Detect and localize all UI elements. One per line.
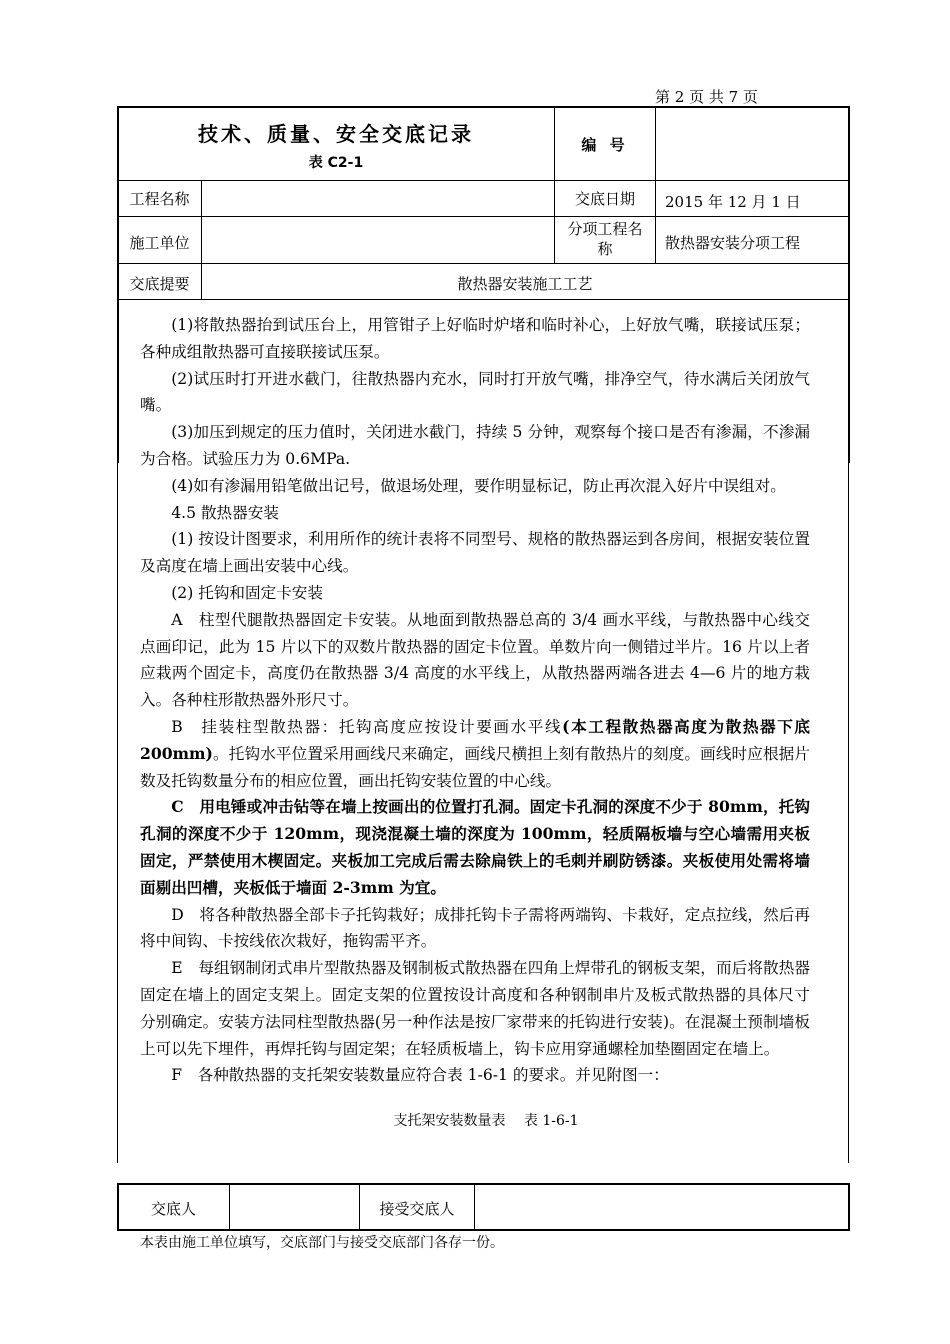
table-left-border <box>117 463 118 1163</box>
signature-top-border <box>117 1183 850 1185</box>
paragraph: (1) 按设计图要求，利用所作的统计表将不同型号、规格的散热器运到各房间，根据安装位置及高度在墙上画出安装中心线。 <box>140 530 810 576</box>
paragraph: (4)如有渗漏用铅笔做出记号，做退场处理，要作明显标记，防止再次混入好片中误组对。 <box>171 476 786 495</box>
table-right-border <box>848 106 850 463</box>
form-number: 表 C2-1 <box>308 155 364 171</box>
project-name-label: 工程名称 <box>129 190 190 208</box>
paragraph: (3)加压到规定的压力值时，关闭进水截门，持续 5 分钟，观察每个接口是否有渗漏，不渗漏为合格。试验压力为 0.6MPa. <box>140 423 810 468</box>
date-value[interactable]: 2015 年 12 月 1 日 <box>665 193 801 211</box>
signature-right-border <box>848 1183 850 1230</box>
row-divider <box>117 216 850 217</box>
section-heading: 4.5 散热器安装 <box>171 503 279 522</box>
date-label: 交底日期 <box>574 190 635 208</box>
summary-value[interactable]: 散热器安装施工工艺 <box>457 275 593 293</box>
col-divider <box>474 1183 475 1230</box>
number-label: 编 号 <box>581 136 629 154</box>
contractor-label: 施工单位 <box>129 234 190 252</box>
row-divider <box>117 180 850 181</box>
form-title: 技术、质量、安全交底记录 <box>198 122 474 146</box>
paragraph: E 每组钢制闭式串片型散热器及钢制板式散热器在四角上焊带孔的钢板支架，而后将散热器固定在墙上的固定支架上。固定支架的位置按设计高度和各种钢制串片及板式散热器的具体尺寸分别确定。安装方法同柱型散热器(另一种作法是按厂家带来的托钩进行安装)。在混凝土预制墙板上可以先下埋件，再焊托钩与固定架；在轻质板墙上，钩卡应用穿通螺栓加垫圈固定在墙上。 <box>140 959 810 1058</box>
disclosure-content <box>140 312 810 1089</box>
subproject-label: 分项工程名称 <box>567 220 643 258</box>
discloser-label: 交底人 <box>150 1200 196 1218</box>
row-divider <box>117 299 850 300</box>
receiver-label: 接受交底人 <box>379 1200 455 1218</box>
paragraph: (1)将散热器抬到试压台上，用管钳子上好临时炉堵和临时补心，上好放气嘴，联接试压泵；各种成组散热器可直接联接试压泵。 <box>140 316 810 361</box>
paragraph: (2)试压时打开进水截门，往散热器内充水，同时打开放气嘴，排净空气，待水满后关闭放气嘴。 <box>140 369 810 415</box>
signature-bottom-border <box>117 1229 850 1231</box>
bold-paragraph: C 用电锤或冲击钻等在墙上按画出的位置打孔洞。固定卡孔洞的深度不少于 80mm，托钩孔洞的深度不少于 120mm，现浇混凝土墙的深度为 100mm，轻质隔板墙与空心墙需用夹板固定，严禁使用木楔固定。夹板加工完成后需去除扁铁上的毛刺并刷防锈漆。夹板使用处需将墙面剔出凹槽，夹板低于墙面 2-3mm 为宜。 <box>140 797 810 897</box>
col-divider <box>655 106 656 263</box>
col-divider <box>229 1183 230 1230</box>
table-caption: 支托架安装数量表 表 1-6-1 <box>393 1113 579 1129</box>
paragraph-text: 。托钩水平位置采用画线尺来确定，画线尺横担上刻有散热片的刻度。画线时应根据片数及托钩数量分布的相应位置，画出托钩安装位置的中心线。 <box>140 744 810 790</box>
footnote: 本表由施工单位填写，交底部门与接受交底部门各存一份。 <box>140 1235 504 1251</box>
paragraph-text: B 挂装柱型散热器：托钩高度应按设计要画水平线 <box>171 717 563 736</box>
summary-label: 交底提要 <box>129 275 190 293</box>
paragraph: F 各种散热器的支托架安装数量应符合表 1-6-1 的要求。并见附图一： <box>171 1066 669 1085</box>
subproject-value[interactable]: 散热器安装分项工程 <box>665 234 801 252</box>
paragraph: (2) 托钩和固定卡安装 <box>171 583 323 602</box>
bold-note: (本工程散热器高度为散热器下底 200mm) <box>140 716 810 763</box>
table-top-border <box>117 106 850 108</box>
table-right-border <box>848 463 849 1163</box>
paragraph: D 将各种散热器全部卡子托钩栽好；成排托钩卡子需将两端钩、卡栽好，定点拉线，然后再将中间钩、卡按线依次栽好，拖钩需平齐。 <box>140 905 810 951</box>
paragraph <box>140 714 810 794</box>
col-divider <box>554 106 555 263</box>
paragraph: A 柱型代腿散热器固定卡安装。从地面到散热器总高的 3/4 画水平线，与散热器中心线交点画印记，此为 15 片以下的双数片散热器的固定卡位置。单数片向一侧错过半片。16 片以上者应栽两个固定卡，高度仍在散热器 3/4 高度的水平线上，从散热器两端各进去 4—6 片的地方栽入。各种柱形散热器外形尺寸。 <box>140 610 810 710</box>
row-divider <box>117 263 850 264</box>
page-number: 第 2 页 共 7 页 <box>655 88 758 106</box>
